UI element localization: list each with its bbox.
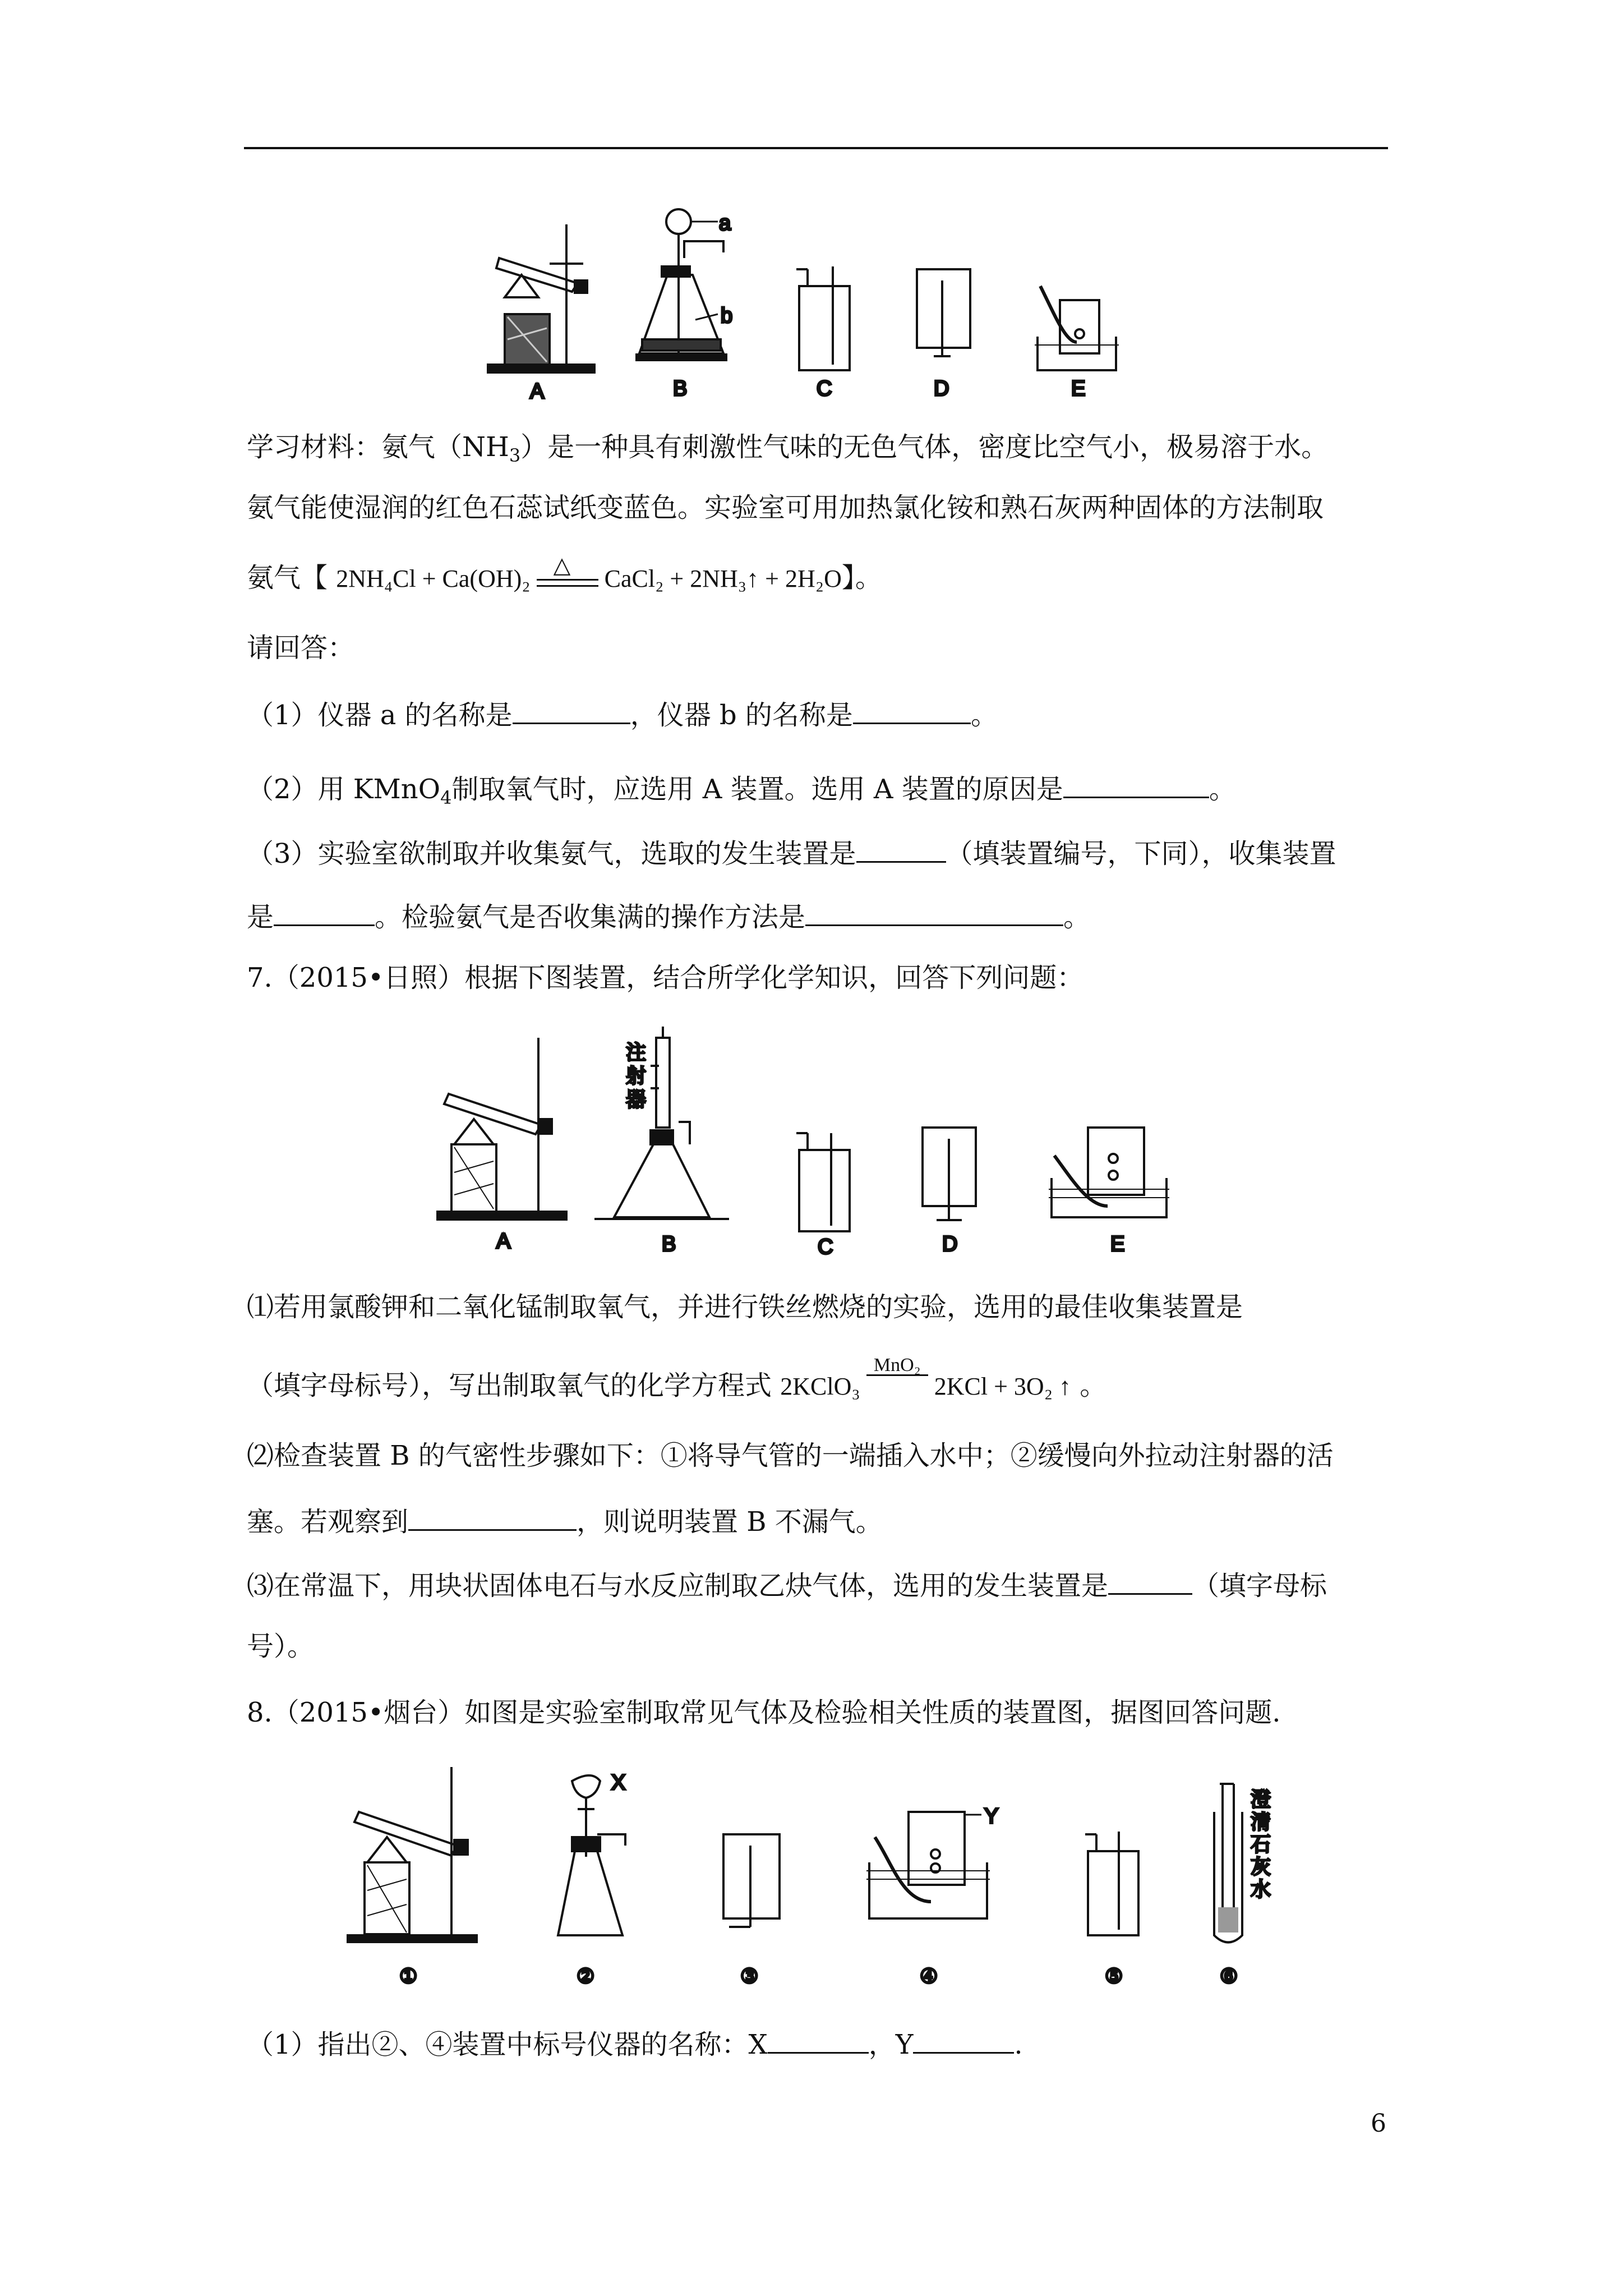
fig3-label-5: ⑥ — [1220, 1965, 1238, 1988]
apparatus-b-drawing — [594, 1027, 729, 1219]
q2-blank[interactable] — [1063, 770, 1209, 798]
apparatus-e-drawing — [1049, 1128, 1169, 1217]
q3-end: 。 — [1063, 901, 1091, 933]
q3-blank-b[interactable] — [274, 898, 375, 926]
apparatus-d-drawing — [917, 269, 970, 356]
fig3-mark-x: X — [611, 1771, 626, 1795]
syringe-char-3: 器 — [626, 1088, 647, 1111]
problem-8-title: 8.（2015•烟台）如图是实验室制取常见气体及检验相关性质的装置图，据图回答问题. — [247, 1697, 1281, 1728]
subscript: 4 — [440, 787, 452, 808]
equation-1-condition: △ — [553, 553, 571, 578]
q3-text-c: 是 — [247, 901, 274, 933]
limewater-char-1: 澄 — [1251, 1788, 1271, 1811]
q3-blank-a[interactable] — [856, 834, 946, 863]
fig1-mark-a: a — [719, 211, 731, 235]
q1-end: 。 — [970, 700, 998, 731]
fig2-label-2: C — [818, 1235, 833, 1259]
q3-blank-c[interactable] — [805, 898, 1063, 926]
question-3-line-2 — [247, 898, 1090, 934]
p7-q2-line-1: ⑵检查装置 B 的气密性步骤如下：①将导气管的一端插入水中；②缓慢向外拉动注射器的活 — [247, 1440, 1334, 1471]
equation-2-left: 2KClO₃ — [780, 1373, 860, 1400]
q1-blank-a[interactable] — [513, 696, 630, 724]
material-line-1 — [247, 430, 1328, 472]
apparatus-e-drawing — [1035, 286, 1119, 370]
subscript: 3 — [509, 445, 521, 466]
fig2-label-4: E — [1110, 1232, 1125, 1256]
equation-2-condition: MnO₂ — [873, 1355, 921, 1375]
syringe-char-1: 注 — [626, 1041, 647, 1064]
fig2-label-1: B — [662, 1232, 676, 1256]
equation-1 — [336, 553, 842, 596]
apparatus-6-drawing — [1214, 1784, 1242, 1943]
q3-text-d: 。检验氨气是否收集满的操作方法是 — [375, 901, 806, 933]
apparatus-b-drawing — [637, 209, 726, 360]
q2-text-b: 制取氧气时，应选用 A 装置。选用 A 装置的原因是 — [451, 774, 1063, 805]
apparatus-a-drawing — [437, 1038, 566, 1220]
question-3-line-1 — [247, 834, 1336, 871]
equation-2 — [780, 1355, 1072, 1404]
p7-q2-text-c: ，则说明装置 B 不漏气。 — [577, 1506, 883, 1538]
p7-q1-line-1: ⑴若用氯酸钾和二氧化锰制取氧气，并进行铁丝燃烧的实验，选用的最佳收集装置是 — [247, 1291, 1243, 1323]
fig1-label-3: D — [934, 377, 949, 401]
equation-1-right: CaCl₂ + 2NH₃↑ + 2H₂O — [604, 565, 842, 592]
page-number: 6 — [1371, 2109, 1386, 2138]
p7-q3-line-2: 号）。 — [247, 1631, 315, 1662]
fig2-label-3: D — [942, 1232, 958, 1256]
p8-q1-blank-x[interactable] — [768, 2025, 869, 2054]
limewater-char-4: 灰 — [1251, 1856, 1271, 1879]
apparatus-d-drawing — [923, 1128, 976, 1220]
q1-text-b: ，仪器 b 的名称是 — [630, 700, 853, 731]
p8-q1 — [247, 2025, 1023, 2062]
p8-q1-end: . — [1014, 2029, 1023, 2060]
p7-q1-text-b: （填字母标号），写出制取氧气的化学方程式 — [247, 1370, 772, 1401]
apparatus-2-drawing — [558, 1775, 625, 1935]
q2-text-a: （2）用 KMnO — [247, 774, 441, 805]
p7-q3-text-b: （填字母标 — [1192, 1570, 1327, 1602]
material-line-2: 氨气能使湿润的红色石蕊试纸变蓝色。实验室可用加热氯化铵和熟石灰两种固体的方法制取 — [247, 492, 1324, 523]
question-2 — [247, 770, 1236, 815]
header-rule — [244, 147, 1388, 149]
apparatus-a-drawing — [488, 224, 594, 372]
apparatus-c-drawing — [796, 1133, 850, 1231]
apparatus-4-drawing — [866, 1812, 990, 1918]
fig1-mark-b: b — [721, 304, 733, 328]
q1-text-a: （1）仪器 a 的名称是 — [247, 700, 513, 731]
p7-q1-line-2 — [247, 1355, 1107, 1404]
fig3-label-0: ① — [399, 1965, 418, 1988]
fig1-label-1: B — [673, 377, 688, 401]
apparatus-figure-2 — [426, 1027, 1200, 1262]
p7-q3-text-a: ⑶在常温下，用块状固体电石与水反应制取乙炔气体，选用的发生装置是 — [247, 1570, 1109, 1602]
equation-2-arrow — [866, 1355, 928, 1376]
material-text-3-pre: 氨气【 — [247, 562, 328, 593]
equation-2-right: 2KCl + 3O₂ ↑ — [934, 1373, 1072, 1400]
fig3-label-2: ③ — [740, 1965, 759, 1988]
limewater-char-5: 水 — [1251, 1878, 1271, 1901]
apparatus-c-drawing — [796, 266, 850, 370]
limewater-char-2: 清 — [1251, 1811, 1271, 1834]
fig2-label-0: A — [496, 1230, 511, 1253]
problem-7-title: 7.（2015•日照）根据下图装置，结合所学化学知识，回答下列问题： — [247, 962, 1084, 993]
q2-end: 。 — [1209, 774, 1236, 805]
limewater-char-3: 石 — [1251, 1833, 1271, 1856]
q3-text-b: （填装置编号，下同），收集装置 — [946, 838, 1336, 869]
p7-q2-line-2 — [247, 1502, 883, 1539]
apparatus-1-drawing — [348, 1767, 477, 1942]
apparatus-3-drawing — [723, 1834, 780, 1927]
p8-q1-text-a: （1）指出②、④装置中标号仪器的名称：X — [247, 2029, 768, 2060]
fig3-label-3: ④ — [920, 1965, 938, 1988]
fig3-label-4: ⑤ — [1105, 1965, 1123, 1988]
question-1 — [247, 696, 998, 732]
fig1-label-2: C — [817, 377, 832, 401]
equation-1-left: 2NH₄Cl + Ca(OH)₂ — [336, 565, 531, 592]
apparatus-5-drawing — [1085, 1832, 1138, 1935]
fig3-mark-y: Y — [984, 1805, 999, 1828]
fig1-label-4: E — [1071, 377, 1086, 401]
fig1-label-0: A — [530, 380, 545, 403]
p8-q1-text-b: ，Y — [868, 2029, 914, 2060]
please-answer: 请回答： — [247, 632, 355, 664]
p7-q3-blank[interactable] — [1108, 1566, 1192, 1595]
equation-1-arrow — [537, 553, 598, 587]
material-text-3-post: 】。 — [841, 562, 882, 593]
material-line-3 — [247, 553, 882, 596]
material-text-1-rest: ）是一种具有刺激性气味的无色气体，密度比空气小，极易溶于水。 — [520, 431, 1329, 463]
p7-q2-blank[interactable] — [408, 1502, 577, 1531]
apparatus-figure-3 — [336, 1767, 1312, 1997]
q1-blank-b[interactable] — [853, 696, 971, 724]
q3-text-a: （3）实验室欲制取并收集氨气，选取的发生装置是 — [247, 838, 856, 869]
p7-q2-text-b: 塞。若观察到 — [247, 1506, 409, 1538]
fig3-label-1: ② — [577, 1965, 595, 1988]
material-text-1: 学习材料：氨气（NH — [247, 431, 509, 463]
p7-q1-end: 。 — [1080, 1370, 1107, 1401]
p8-q1-blank-y[interactable] — [913, 2025, 1014, 2054]
syringe-char-2: 射 — [626, 1065, 647, 1088]
p7-q3-line-1 — [247, 1566, 1327, 1603]
apparatus-figure-1 — [482, 202, 1127, 404]
